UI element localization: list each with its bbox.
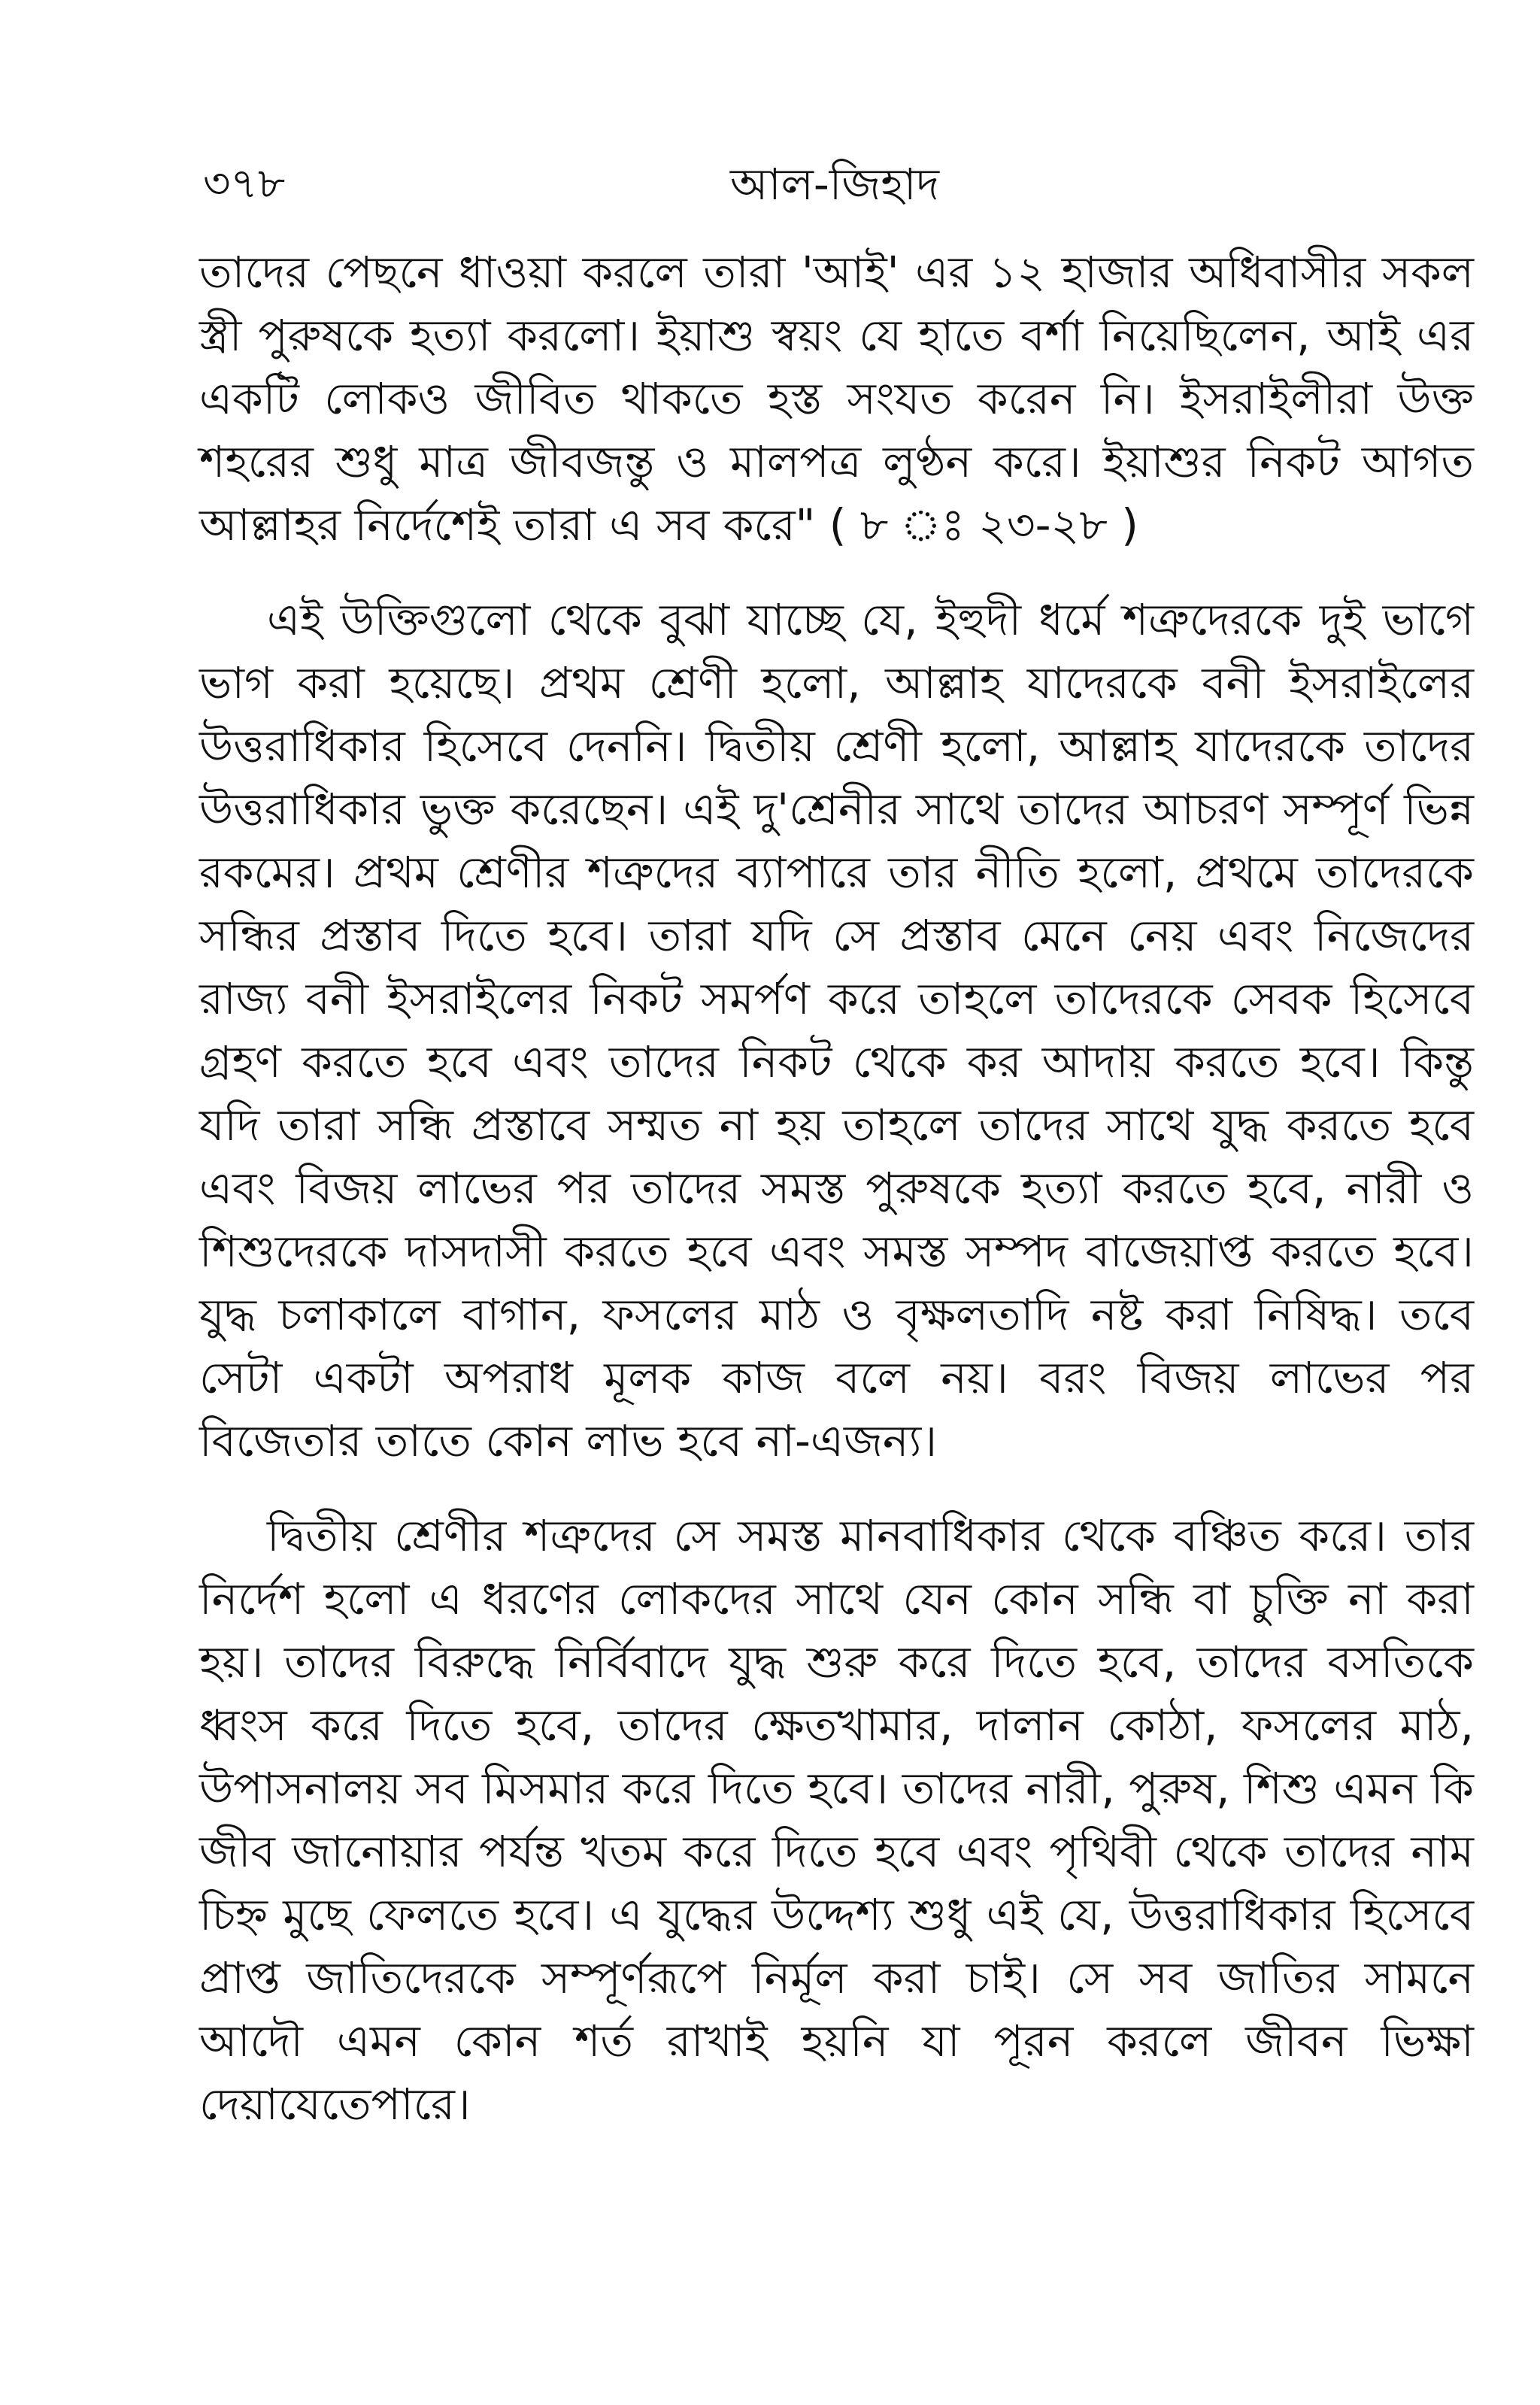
paragraph-3: দ্বিতীয় শ্রেণীর শত্রুদের সে সমস্ত মানবাধিকার থেকে বঞ্চিত করে। তার নির্দেশ হলো এ ধরণের লোকদের সাথে যেন কোন সন্ধি বা চুক্তি না করা হয়। তাদের বিরুদ্ধে নির্বিবাদে যুদ্ধ শুরু করে দিতে হবে, তাদের বসতিকে ধ্বংস করে দিতে হবে, তাদের ক্ষেতখামার, দালান কোঠা, ফসলের মাঠ, উপাসনালয় সব মিসমার করে দিতে হবে। তাদের নারী, পুরুষ, শিশু এমন কি জীব জানোয়ার পর্যন্ত খতম করে দিতে হবে এবং পৃথিবী থেকে তাদের নাম চিহ্ন মুছে ফেলতে হবে। এ যুদ্ধের উদ্দেশ্য শুধু এই যে, উত্তরাধিকার হিসেবে প্রাপ্ত জাতিদেরকে সম্পূর্ণরূপে নির্মূল করা চাই। সে সব জাতির সামনে আদৌ এমন কোন শর্ত রাখাই হয়নি যা পূরন করলে জীবন ভিক্ষা দেয়াযেতেপারে। xyxy=(199,1510,1474,2130)
paragraph-2: এই উক্তিগুলো থেকে বুঝা যাচ্ছে যে, ইহুদী ধর্মে শত্রুদেরকে দুই ভাগে ভাগ করা হয়েছে। প্রথম শ্রেণী হলো, আল্লাহ যাদেরকে বনী ইসরাইলের উত্তরাধিকার হিসেবে দেননি। দ্বিতীয় শ্রেণী হলো, আল্লাহ যাদেরকে তাদের উত্তরাধিকার ভুক্ত করেছেন। এই দু'শ্রেনীর সাথে তাদের আচরণ সম্পূর্ণ ভিন্ন রকমের। প্রথম শ্রেণীর শত্রুদের ব্যাপারে তার নীতি হলো, প্রথমে তাদেরকে সন্ধির প্রস্তাব দিতে হবে। তারা যদি সে প্রস্তাব মেনে নেয় এবং নিজেদের রাজ্য বনী ইসরাইলের নিকট সমর্পণ করে তাহলে তাদেরকে সেবক হিসেবে গ্রহণ করতে হবে এবং তাদের নিকট থেকে কর আদায় করতে হবে। কিন্তু যদি তারা সন্ধি প্রস্তাবে সম্মত না হয় তাহলে তাদের সাথে যুদ্ধ করতে হবে এবং বিজয় লাভের পর তাদের সমস্ত পুরুষকে হত্যা করতে হবে, নারী ও শিশুদেরকে দাসদাসী করতে হবে এবং সমস্ত সম্পদ বাজেয়াপ্ত করতে হবে। যুদ্ধ চলাকালে বাগান, ফসলের মাঠ ও বৃক্ষলতাদি নষ্ট করা নিষিদ্ধ। তবে সেটা একটা অপরাধ মূলক কাজ বলে নয়। বরং বিজয় লাভের পর বিজেতার তাতে কোন লাভ হবে না-এজন্য। xyxy=(199,594,1474,1466)
page-number: ৩৭৮ xyxy=(203,159,286,208)
paragraph-1: তাদের পেছনে ধাওয়া করলে তারা 'আই' এর ১২ হাজার অধিবাসীর সকল স্ত্রী পুরুষকে হত্যা করলো। ইয়াশু স্বয়ং যে হাতে বর্শা নিয়েছিলেন, আই এর একটি লোকও জীবিত থাকতে হস্ত সংযত করেন নি। ইসরাইলীরা উক্ত শহরের শুধু মাত্র জীবজন্তু ও মালপত্র লুণ্ঠন করে। ইয়াশুর নিকট আগত আল্লাহর নির্দেশেই তারা এ সব করে" ( ৮ ঃ ২৩-২৮ ) xyxy=(199,247,1474,550)
running-title: আল-জিহাদ xyxy=(729,159,940,210)
body-text xyxy=(199,241,1474,2167)
page-header xyxy=(203,150,1466,218)
